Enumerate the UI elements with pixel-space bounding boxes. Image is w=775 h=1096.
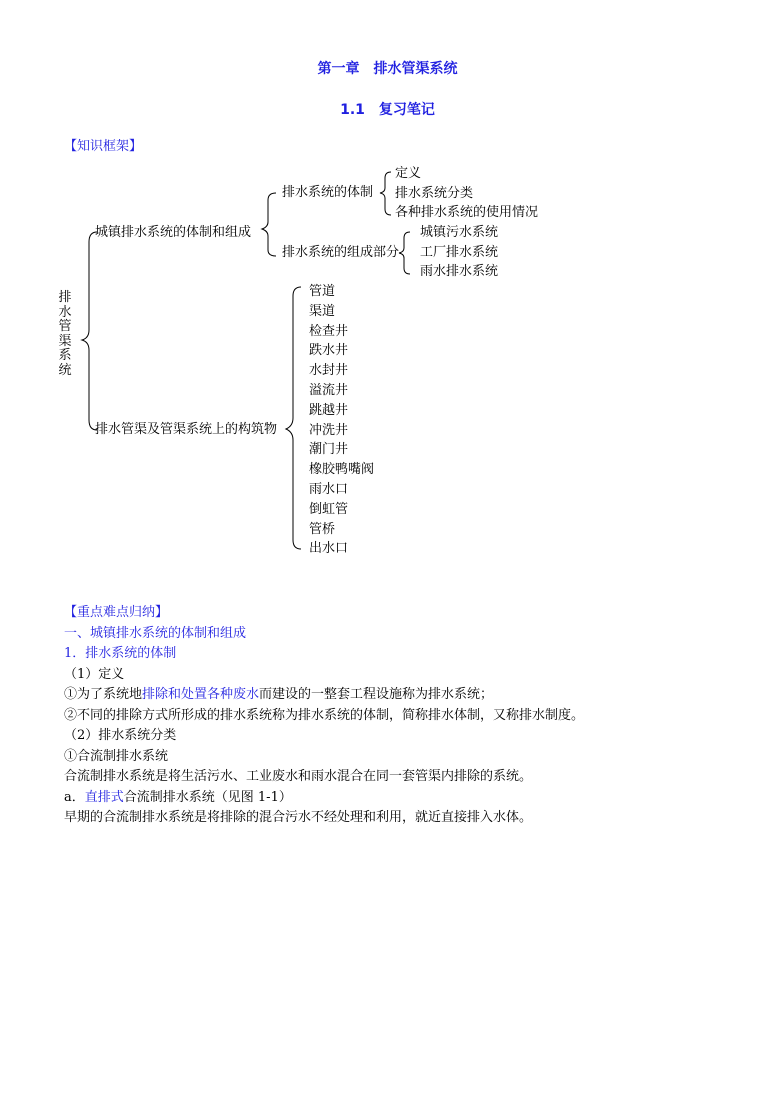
sub1-label: 排水系统的体制 [282, 185, 374, 200]
notes-heading: 【重点难点归纳】 [64, 605, 169, 620]
section-title: 1.1 复习笔记 [340, 102, 435, 118]
notes-section [64, 603, 584, 829]
highlight-text: 直排式 [84, 789, 124, 805]
sub2-item: 城镇污水系统 [420, 225, 499, 240]
paragraph [64, 788, 584, 809]
branch2-item: 跳越井 [309, 402, 349, 418]
text-run: a． [64, 789, 85, 805]
branch2-item: 潮门井 [309, 442, 349, 458]
framework-heading: 【知识框架】 [64, 139, 143, 154]
branch2-item: 溢流井 [309, 382, 349, 398]
branch2-label: 排水管渠及管渠系统上的构筑物 [95, 422, 278, 437]
section-heading: 一、城镇排水系统的体制和组成 [64, 625, 247, 641]
highlight-text: 排除和处置各种废水 [142, 687, 260, 702]
text-run: 合流制排水系统（见图 1-1） [123, 789, 292, 805]
paragraph: 合流制排水系统是将生活污水、工业废水和雨水混合在同一套管渠内排除的系统。 [64, 769, 533, 784]
branch2-item: 倒虹管 [309, 501, 349, 517]
branch2-item: 水封井 [309, 363, 349, 379]
paragraph: （2）排水系统分类 [64, 728, 177, 743]
sub1-item: 定义 [395, 166, 422, 181]
text-run: ①为了系统地 [64, 687, 143, 702]
text-run: 而建设的一整套工程设施称为排水系统； [259, 687, 494, 702]
branch2-item: 检查井 [309, 323, 349, 339]
sub2-label: 排水系统的组成部分 [282, 245, 400, 260]
branch2-item: 渠道 [309, 303, 336, 319]
branch2-item: 冲洗井 [309, 422, 349, 438]
paragraph: ②不同的排除方式所形成的排水系统称为排水系统的体制，简称排水体制，又称排水制度。 [64, 707, 585, 723]
branch1-label: 城镇排水系统的体制和组成 [95, 225, 252, 240]
sub1-brace [380, 172, 391, 215]
paragraph: 早期的合流制排水系统是将排除的混合污水不经处理和利用，就近直接排入水体。 [64, 810, 533, 825]
branch2-item-list [309, 282, 374, 559]
branch2-item: 橡胶鸭嘴阀 [309, 462, 375, 478]
branch2-item: 出水口 [309, 541, 349, 557]
branch1-brace [262, 193, 276, 256]
branch2-item: 跌水井 [309, 343, 349, 359]
branch2-item: 雨水口 [309, 481, 349, 497]
paragraph [64, 685, 584, 706]
root-brace [82, 232, 97, 430]
sub1-item: 各种排水系统的使用情况 [395, 205, 539, 220]
branch2-item: 管道 [309, 284, 336, 299]
subsection-heading: 1．排水系统的体制 [64, 646, 177, 661]
sub2-item: 工厂排水系统 [420, 245, 499, 260]
chapter-title: 第一章 排水管渠系统 [317, 61, 458, 77]
sub1-item: 排水系统分类 [395, 186, 474, 201]
sub2-item: 雨水排水系统 [420, 264, 499, 279]
sub2-brace [399, 232, 410, 274]
paragraph: ①合流制排水系统 [64, 748, 169, 764]
branch2-brace [286, 287, 301, 549]
paragraph: （1）定义 [64, 666, 125, 682]
tree-root-label: 排水管渠系统 [58, 290, 72, 378]
branch2-item: 管桥 [309, 521, 336, 537]
